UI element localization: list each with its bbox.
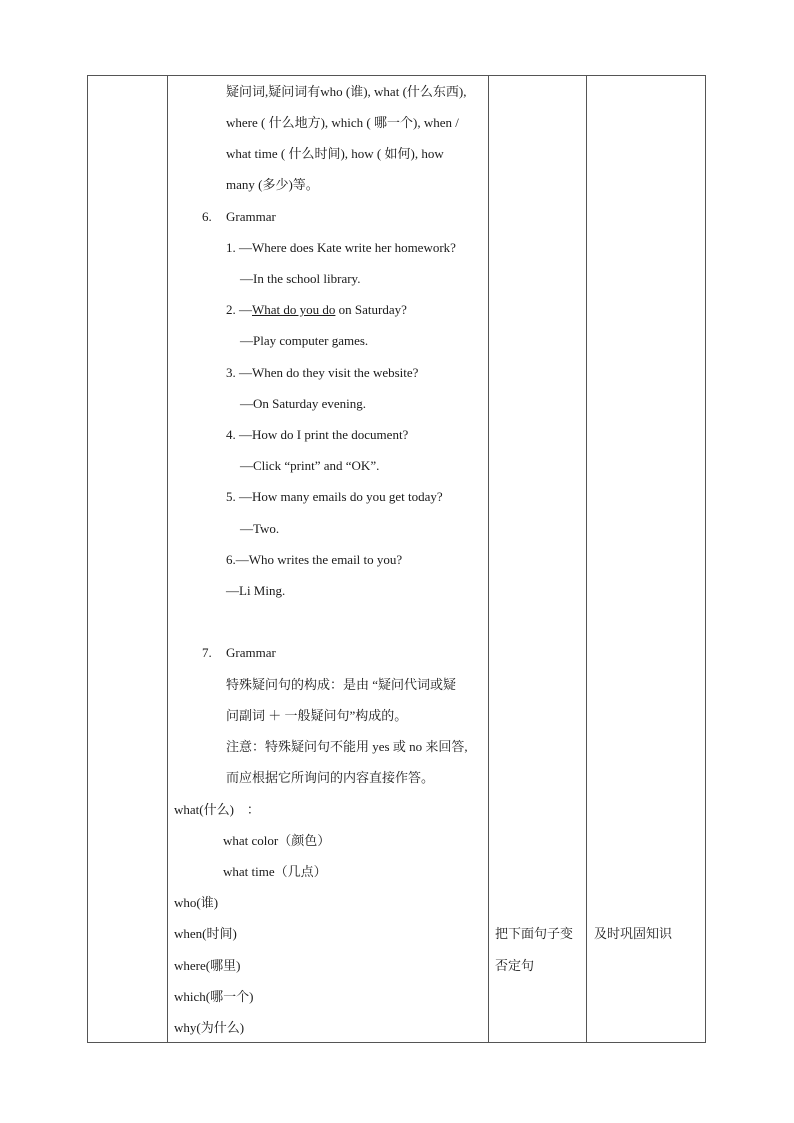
section-7-line-3: 注意：特殊疑问句不能用 yes 或 no 来回答,: [226, 739, 468, 754]
intro-line-4: many (多少)等。: [226, 177, 319, 192]
column-divider-1: [167, 76, 168, 1042]
section-7-number: 7.: [202, 645, 212, 660]
grammar-answer-5: —Two.: [240, 521, 280, 536]
column-divider-3: [586, 76, 587, 1042]
grammar-answer-1: —In the school library.: [240, 271, 361, 286]
column-divider-2: [488, 76, 489, 1042]
grammar-question-4: 4. —How do I print the document?: [226, 427, 409, 442]
wh-word-what: what(什么) ：: [174, 802, 260, 817]
wh-word-which: which(哪一个): [174, 989, 254, 1004]
wh-sub-what-time: what time（几点）: [223, 864, 327, 879]
grammar-question-3: 3. —When do they visit the website?: [226, 365, 419, 380]
section-6-number: 6.: [202, 209, 212, 224]
section-7-title: Grammar: [226, 645, 276, 660]
grammar-answer-2: —Play computer games.: [240, 333, 369, 348]
grammar-answer-3: —On Saturday evening.: [240, 396, 367, 411]
intro-line-2: where ( 什么地方), which ( 哪一个), when /: [226, 115, 459, 130]
intro-line-1: 疑问词,疑问词有who (谁), what (什么东西),: [226, 84, 467, 99]
grammar-question-1: 1. —Where does Kate write her homework?: [226, 240, 456, 255]
activity-text-line-1: 把下面句子变: [495, 926, 574, 941]
section-7-line-2: 问副词 ＋ 一般疑问句”构成的。: [226, 708, 408, 723]
underlined-phrase: What do you do: [252, 302, 336, 317]
purpose-text: 及时巩固知识: [594, 926, 673, 941]
section-6-title: Grammar: [226, 209, 276, 224]
grammar-question-2: 2. —What do you do on Saturday?: [226, 302, 407, 317]
section-7-line-1: 特殊疑问句的构成：是由 “疑问代词或疑: [226, 677, 457, 692]
wh-word-who: who(谁): [174, 895, 219, 910]
intro-line-3: what time ( 什么时间), how ( 如何), how: [226, 146, 444, 161]
grammar-question-5: 5. —How many emails do you get today?: [226, 489, 443, 504]
wh-word-when: when(时间): [174, 926, 237, 941]
activity-text-line-2: 否定句: [495, 958, 535, 973]
grammar-answer-4: —Click “print” and “OK”.: [240, 458, 380, 473]
section-7-line-4: 而应根据它所询问的内容直接作答。: [226, 770, 435, 785]
wh-sub-what-color: what color（颜色）: [223, 833, 331, 848]
grammar-answer-6: —Li Ming.: [226, 583, 286, 598]
grammar-question-6: 6.—Who writes the email to you?: [226, 552, 403, 567]
wh-word-why: why(为什么): [174, 1020, 245, 1035]
wh-word-where: where(哪里): [174, 958, 241, 973]
